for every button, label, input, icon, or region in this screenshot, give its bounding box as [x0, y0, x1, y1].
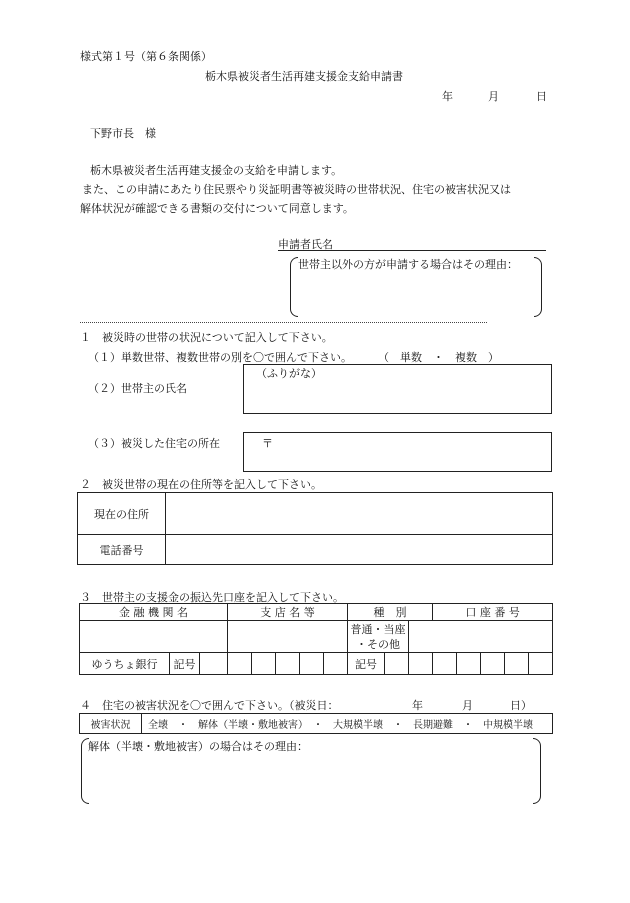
yucho-number-label: 記号: [348, 653, 385, 675]
intro-line-2: また、この申請にあたり住民票やり災証明書等被災時の世帯状況、住宅の被害状況又は: [82, 183, 511, 196]
bank-name-header: 金 融 機 関 名: [80, 604, 228, 621]
head-name-question: （２）世帯主の氏名: [88, 382, 187, 395]
account-type-header: 種 別: [348, 604, 433, 621]
yucho-kigo-label: 記号: [170, 653, 200, 675]
yucho-digit[interactable]: [324, 653, 348, 675]
household-type-question: （１）単数世帯、複数世帯の別を〇で囲んで下さい。: [88, 351, 352, 364]
phone-field[interactable]: [166, 535, 553, 565]
damage-date-day: 日）: [510, 699, 532, 712]
damage-date-month: 月: [462, 699, 473, 712]
section-4-heading: ４ 住宅の被害状況を〇で囲んで下さい。（被災日：: [80, 699, 339, 712]
yucho-digit[interactable]: [252, 653, 276, 675]
account-number-header: 口 座 番 号: [433, 604, 553, 621]
yucho-label: ゆうちょ銀行: [80, 653, 170, 675]
branch-name-header: 支 店 名 等: [228, 604, 348, 621]
current-address-field[interactable]: [166, 493, 553, 535]
account-type-line-1: 普通・当座: [350, 622, 406, 636]
yucho-digit[interactable]: [409, 653, 433, 675]
damaged-house-address-field[interactable]: [243, 432, 552, 472]
yucho-digit[interactable]: [200, 653, 228, 675]
section-2-heading: ２ 被災世帯の現在の住所等を記入して下さい。: [80, 478, 322, 491]
yucho-digit[interactable]: [481, 653, 505, 675]
addressee: 下野市長 様: [90, 127, 156, 140]
current-address-label: 現在の住所: [78, 493, 166, 535]
damage-status-options[interactable]: 全壊 ・ 解体（半壊・敷地被害） ・ 大規模半壊 ・ 長期避難 ・ 中規模半壊: [142, 714, 553, 734]
damage-status-label: 被害状況: [80, 714, 142, 734]
bank-account-table: [79, 603, 553, 675]
reason-bracket-left: [290, 257, 298, 317]
damage-status-table: [79, 713, 553, 734]
phone-label: 電話番号: [78, 535, 166, 565]
date-year-label: 年: [442, 90, 453, 103]
demolition-bracket-right: [533, 738, 541, 804]
yucho-digit[interactable]: [529, 653, 553, 675]
yucho-digit[interactable]: [385, 653, 409, 675]
account-type-line-2: ・その他: [356, 637, 401, 651]
section-1-heading: １ 被災時の世帯の状況について記入して下さい。: [80, 331, 333, 344]
damaged-house-question: （３）被災した住宅の所在: [88, 437, 220, 450]
current-address-table: [77, 492, 553, 565]
form-title: 栃木県被災者生活再建支援金支給申請書: [205, 70, 403, 83]
furigana-label: （ふりがな）: [256, 367, 322, 380]
branch-name-field[interactable]: [228, 621, 348, 653]
postal-mark: 〒: [262, 437, 273, 450]
yucho-digit[interactable]: [228, 653, 252, 675]
applicant-reason-label: 世帯主以外の方が申請する場合はその理由：: [298, 258, 518, 271]
household-type-options[interactable]: （ 単数 ・ 複数 ）: [378, 351, 499, 364]
applicant-name-label: 申請者氏名: [278, 238, 333, 251]
yucho-digit[interactable]: [276, 653, 300, 675]
damage-date-year: 年: [412, 699, 423, 712]
reason-bracket-right: [534, 257, 542, 317]
date-month-label: 月: [488, 90, 499, 103]
applicant-reason-field[interactable]: [300, 272, 530, 314]
demolition-reason-field[interactable]: [90, 756, 526, 800]
applicant-name-field[interactable]: [278, 250, 546, 251]
yucho-digit[interactable]: [457, 653, 481, 675]
form-number: 様式第１号（第６条関係）: [80, 50, 212, 63]
account-number-field[interactable]: [409, 621, 553, 653]
head-name-field[interactable]: [243, 364, 552, 414]
intro-line-3: 解体状況が確認できる書類の交付について同意します。: [80, 202, 354, 215]
yucho-digit[interactable]: [300, 653, 324, 675]
section-3-heading: ３ 世帯主の支援金の振込先口座を記入して下さい。: [80, 591, 344, 604]
bank-name-field[interactable]: [80, 621, 228, 653]
date-day-label: 日: [536, 90, 547, 103]
dotted-divider: [80, 322, 487, 323]
yucho-digit[interactable]: [505, 653, 529, 675]
account-type-options[interactable]: [348, 621, 409, 653]
intro-line-1: 栃木県被災者生活再建支援金の支給を申請します。: [90, 164, 343, 177]
yucho-digit[interactable]: [433, 653, 457, 675]
demolition-reason-label: 解体（半壊・敷地被害）の場合はその理由：: [88, 740, 308, 753]
